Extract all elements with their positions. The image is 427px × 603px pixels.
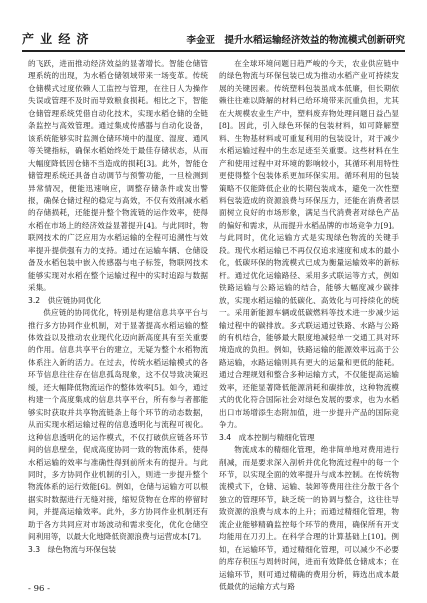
body-paragraph: 在全球环境问题日趋严峻的今天，农业供应链中的绿色物流与环保包装已成为推动水稻产业可持续发展的关键因素。传统塑料包装虽成本低廉，但长期依赖往往难以降解的材料已给环境带来沉重负担，尤其在大规模农业生产中，塑料废弃物处理问题日益凸显[8]。因此，引入绿色环保的包装材料，如可降解塑料、生物基材料或可重复利用的包装设计，对于减少水稻运输过程中的生态足迹至关重要。这些材料在生产和使用过程中对环境的影响较小，其循环利用特性更使得整个包装体系更加环保实用。循环利用的包装策略不仅能降低企业的长期包装成本，避免一次性塑料包装造成的资源浪费与环保压力，还能在消费者层面树立良好的市场形象，满足当代消费者对绿色产品的偏好和需求，从而提升水稻品牌的市场竞争力[9]。与此同时，优化运输方式是实现绿色物流的关键手段。现代水稻运输已不再仅仅追求速度和成本的最小化，低碳环保的物流模式已成为衡量运输效率的新标杆。通过优化运输路径、采用多式联运等方式，例如铁路运输与公路运输的结合，能够大幅度减少碳排放，实现水稻运输的低碳化、高效化与可持续化的统一。采用新能源车辆或低碳燃料等技术进一步减少运输过程中的碳排放。多式联运通过铁路、水路与公路的有机结合，能够最大限度地减轻单一交通工具对环境造成的负担。例如，铁路运输的能源效率远高于公路运输，水路运输则具有更大的运量和更低的能耗。通过合理规划和整合多种运输方式，不仅能提高运输效率，还能显著降低能源消耗和碳排放，这种物流模式的优化符合国际社会对绿色发展的要求，也为水稻出口市场增添生态附加值，进一步提升产品的国际竞争力。 [219, 59, 399, 430]
running-article-title: 李金亚 提升水稻运输经济效益的物流模式创新研究 [186, 35, 405, 46]
body-paragraph: 物流成本的精细化管理，绝非简单地对费用进行削减，而是要求深入剖析并优化物流过程中的每一个环节，以实现全面的效率提升与成本控制。在传统物流模式下，仓储、运输、装卸等费用往往分散于各个独立的管理环节，缺乏统一的协调与整合，这往往导致资源的浪费与成本的上升；而通过精细化管理，物流企业能够精确监控每个环节的费用，确保所有开支均能用在刀刃上。在科学合理的计算基础上[10]。例如，在运输环节，通过精细化管理，可以减少不必要的库存积压与周转时间，进而有效降低仓储成本；在运输环节，则可通过精确的费用分析，筛选出成本最低最优的运输方式与路 [219, 445, 399, 592]
page-number: - 96 - [28, 584, 50, 594]
header-rule [22, 50, 405, 52]
section-heading-3-2: 3.2 供应链协同优化 [28, 295, 101, 305]
body-paragraph: 供应链的协同优化，特别是构建信息共享平台与推行多方协同作业机制，对于显著提高水稻运输的整体效益以及推动农业现代化迈向新高度具有至关重要的作用。信息共享平台的建立，无疑为整个水稻物流体系注入新的活力。在过去，传统水稻运输模式的各环节信息往往存在信息孤岛现象，这不仅导致决策迟缓，还大幅降低物流运作的整体效率[5]。如今，通过构建一个高度集成的信息共享平台，所有参与者都能够实时获取并共享物流链条上每个环节的动态数据，从而实现水稻运输过程的信息透明化与流程可视化。这种信息透明化的运作模式，不仅打破供应链各环节间的信息壁垒，促成高度协同一致的物流体系，使得水稻运输的效率与准确性得到前所未有的提升。与此同时，多方协同作业机制的引入，则进一步提升整个物流体系的运行效能[6]。例如，仓储与运输方可以根据实时数据进行无缝对接，缩短货物在仓库的停留时间，并提高运输效率。此外，多方协同作业机制还有助于各方共同应对市场波动和需求变化，优化仓储空间利用等，以最大化地降低资源浪费与运营成本[7]。 [28, 308, 208, 542]
section-heading-3-3: 3.3 绿色物流与环保包装 [28, 544, 117, 554]
section-heading-3-4: 3.4 成本控制与精细化管理 [219, 432, 315, 442]
body-paragraph: 的飞跃，进而推动经济效益的显著增长。智能仓储管理系统的出现，为水稻仓储领域带来一场变革。传统仓储模式过度依赖人工监控与管理，在往日人为操作失误或管理不及时而导致粮食损耗。相比之下，智能仓储管理系统凭借自动化技术，实现水稻仓储的全链条监控与高效管理。通过集成传感器与自动化设备，该系统能够实时监测仓储环境中的温度、湿度、通风等关键指标，确保水稻始终处于最佳存储状态，从而大幅度降低因仓储不当造成的损耗[3]。此外，智能仓储管理系统还具备自动调节与预警功能，一旦检测到异常情况，便能迅速响应，调整存储条件或发出警报，确保仓储过程的稳定与高效，不仅有效削减水稻的存储损耗，还能提升整个物流链的运作效率，使得水稻在市场上的经济效益显著提升[4]。与此同时，物联网技术的广泛应用为水稻运输的全程可追溯性与效率提升提供强有力的支持。通过在运输车辆、仓储设备及水稻包装中嵌入传感器与电子标签，物联网技术能够实现对水稻在整个运输过程中的实时追踪与数据采集。 [28, 59, 208, 293]
right-column [219, 58, 399, 593]
running-header [22, 28, 405, 50]
left-column [28, 58, 208, 556]
journal-section-title: 产 业 经 济 [22, 32, 90, 46]
